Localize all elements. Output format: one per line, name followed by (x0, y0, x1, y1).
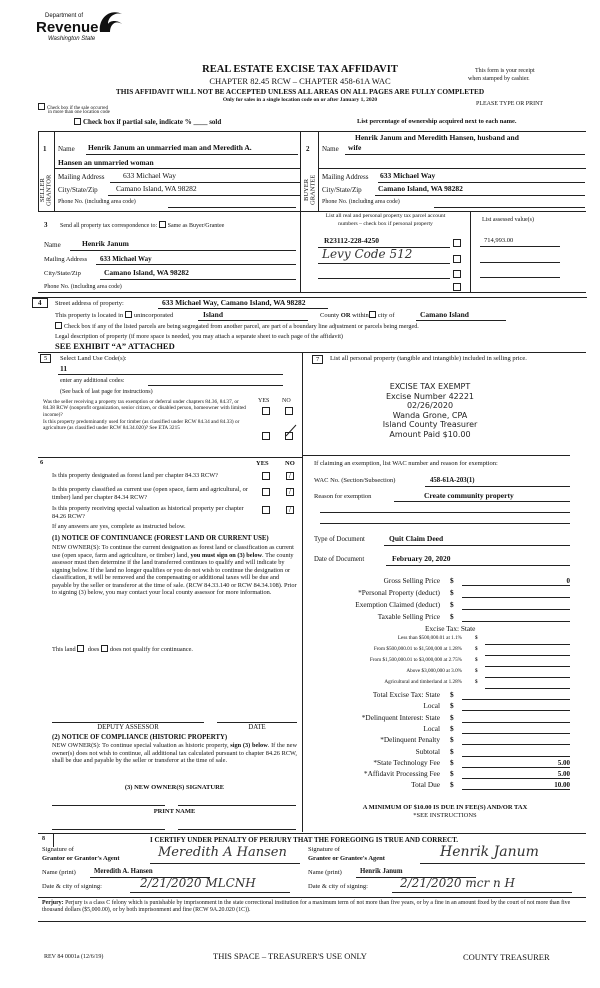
tax-row-value[interactable] (462, 748, 570, 757)
stamp-line: Wanda Grone, CPA (392, 410, 468, 420)
form-title: REAL ESTATE EXCISE TAX AFFIDAVIT (202, 64, 398, 75)
stamp-line: Amount Paid $10.00 (389, 429, 471, 439)
tax-row-label: *Delinquent Interest: State (361, 712, 440, 722)
segregated-checkbox[interactable] (55, 322, 419, 330)
s6-yes: YES (256, 460, 269, 467)
s3-name-label: Name (44, 241, 61, 249)
county-label: County (320, 312, 340, 319)
s3-city[interactable]: Camano Island, WA 98282 (104, 268, 189, 277)
treasurer-use-only: THIS SPACE – TREASURER'S USE ONLY (213, 951, 367, 961)
seller-address[interactable]: 633 Michael Way (123, 171, 176, 180)
form-number: REV 84 0001a (12/6/19) (44, 954, 104, 960)
tax-row-label: From $1,500,000.01 to $3,000,000 at 2.75% (369, 657, 462, 663)
notice1-title: (1) NOTICE OF CONTINUANCE (FOREST LAND OR CURRENT USE) (52, 535, 269, 542)
section4-num: 4 (32, 298, 48, 308)
county-or-row (320, 311, 395, 319)
does-not-label: does not qualify for continuance. (109, 646, 193, 653)
buyer-city[interactable]: Camano Island, WA 98282 (378, 184, 463, 193)
grantor-signature[interactable]: Meredith A Hansen (158, 845, 287, 860)
logo-line2: Revenue (36, 19, 99, 36)
tax-row-label: Local (423, 701, 440, 711)
perjury-label: Perjury: (42, 900, 64, 906)
s6-q1-no-checkbox[interactable]: / (286, 472, 294, 480)
notice2-title: (2) NOTICE OF COMPLIANCE (HISTORIC PROPERTY) (52, 734, 228, 741)
print-name: PRINT NAME (153, 808, 196, 815)
currency-symbol: $ (450, 735, 454, 745)
grantee-date[interactable]: 2/21/2020 mcr n H (400, 876, 516, 890)
does-checkbox[interactable] (77, 645, 84, 652)
seller-name-2[interactable]: Hansen an unmarried woman (58, 158, 154, 167)
city[interactable]: Camano Island (420, 310, 469, 319)
doc-type-label: Type of Document (314, 536, 365, 543)
buyer-address[interactable]: 633 Michael Way (380, 171, 436, 180)
s6-q3-yes-checkbox[interactable] (262, 506, 270, 514)
tax-row-label: From $500,000.01 to $1,500,000 at 1.28% (373, 646, 462, 652)
exempt-stamp (330, 382, 530, 440)
s5-yes: YES (258, 398, 270, 404)
exemption-reason[interactable]: Create community property (424, 491, 514, 500)
county[interactable]: Island (203, 310, 224, 319)
does-not-checkbox[interactable] (101, 645, 108, 652)
only-for: Only for sales in a single location code on or after January 1, 2020 (222, 97, 378, 103)
currency-symbol: $ (475, 635, 478, 641)
buyer-name-1[interactable]: Henrik Janum and Meredith Hansen, husband and (355, 133, 519, 142)
s3-phone-label: Phone No. (including area code) (44, 284, 122, 290)
excise-tax-state-label: Excise Tax: State (425, 624, 476, 633)
continuance-row (52, 645, 193, 653)
grantee-name-label: Name (print) (308, 869, 342, 876)
minimum-due: A MINIMUM OF $10.00 IS DUE IN FEE(S) AND/OR TAX (362, 804, 528, 811)
grantor-name[interactable]: Meredith A. Hansen (94, 868, 153, 875)
s5-q1: Was the seller receiving a property tax exemption or deferral under chapters 84.36, 84.37, or 84.38 RCW (nonprofit organization, senior citizen, or disabled person, homeowner with limited income)? (43, 399, 246, 418)
same-as-buyer-checkbox[interactable] (159, 221, 166, 228)
tax-row-value[interactable] (462, 613, 570, 622)
stamp-line: 02/26/2020 (406, 401, 454, 411)
segregated-label: Check box if any of the listed parcels are being segregated from another parcel, are part of a boundary line adjustment or parcels being merged. (64, 323, 419, 330)
personal-property-checkbox-1[interactable] (453, 239, 461, 247)
stamp-line: EXCISE TAX EXEMPT (389, 382, 471, 391)
personal-property-label: List all personal property (tangible and intangible) included in selling price. (330, 355, 527, 362)
street-label: Street address of property: (55, 300, 124, 307)
additional-codes-label: enter any additional codes: (60, 378, 125, 384)
parcel-2-handwritten[interactable]: Levy Code 512 (322, 247, 413, 261)
s5-q2-yes-checkbox[interactable] (262, 432, 270, 440)
legal-label: Legal description of property (if more space is needed, you may attach a separate sheet to each page of the affidavit) (55, 333, 343, 340)
tax-row-value[interactable] (462, 736, 570, 745)
personal-property-checkbox-2[interactable] (453, 255, 461, 263)
assessed-header: List assessed value(s) (482, 217, 534, 223)
grantor-agent-label: Grantor or Grantor's Agent (42, 855, 120, 862)
new-owner-signature: (3) NEW OWNER(S) SIGNATURE (124, 784, 225, 791)
s6-q3: Is this property receiving special valuation as historical property per chapter 84.26 RCW? (52, 505, 244, 520)
tax-row-value[interactable] (485, 669, 570, 678)
tax-row-value[interactable]: 10.00 (462, 781, 570, 790)
notice1-b: . The county assessor must then determine if the land transferred continues to qualify and will indicate by signing below. If the land no longer qualifies or you do not wish to continue the designation or classification, it will be removed and the compensating or additional taxes will be due and payable by the seller or transferor at the time of sale. (RCW 84.33.140 or RCW 84.34.108). Prior to signing (3) below, you may contact your local county assessor for more information. (52, 551, 297, 597)
s6-q2: Is this property classified as current use (open space, farm and agricultural, or timber) land per chapter 84.34 RCW? (52, 486, 248, 501)
same-as-buyer-label: Same as Buyer/Grantee (167, 223, 225, 229)
reason-label: Reason for exemption (314, 493, 372, 500)
tax-row-value[interactable] (462, 691, 570, 700)
checkmark-icon (284, 424, 298, 438)
unincorporated-checkbox[interactable] (125, 311, 132, 318)
currency-symbol: $ (450, 690, 454, 699)
notice2-a: NEW OWNER(S): To continue special valuation as historic property, (52, 742, 229, 749)
currency-symbol: $ (450, 769, 454, 779)
s5-q1-no-checkbox[interactable] (285, 407, 293, 415)
tax-row-value[interactable] (485, 636, 570, 645)
grantee-signature[interactable]: Henrik Janum (440, 844, 539, 860)
s6-q2-no-checkbox[interactable]: / (286, 488, 294, 496)
s6-q1: Is this property designated as forest land per chapter 84.33 RCW? (52, 472, 218, 479)
tax-row-value[interactable]: 0 (462, 577, 570, 586)
personal-property-checkbox-4[interactable] (453, 283, 461, 291)
s3-address[interactable]: 633 Michael Way (100, 255, 152, 263)
chapter: CHAPTER 82.45 RCW – CHAPTER 458-61A WAC (209, 76, 391, 86)
tax-row-label: Local (423, 723, 440, 733)
located-row (55, 311, 173, 319)
section3-num: 3 (44, 221, 48, 229)
logo-line1: Department of (45, 13, 84, 19)
receipt-2: when stamped by cashier. (468, 76, 530, 82)
tax-row-value[interactable]: 5.00 (462, 770, 570, 779)
notice2-bold: sign (3) below (230, 742, 268, 749)
s5-no: NO (282, 398, 291, 404)
doc-type[interactable]: Quit Claim Deed (389, 534, 444, 543)
stamp-line: Excise Number 42221 (385, 391, 475, 401)
seller-phone-label: Phone No. (including area code) (58, 199, 136, 205)
wac-label: WAC No. (Section/Subsection) (314, 477, 396, 484)
tax-row-value[interactable] (462, 601, 570, 610)
personal-property-checkbox-3[interactable] (453, 270, 461, 278)
partial-sale-label: Check box if partial sale, indicate % (83, 118, 192, 126)
unincorporated-label: unincorporated (133, 312, 174, 319)
grantee-sig-of: Signature of (308, 846, 340, 853)
notice1-text (52, 544, 297, 597)
tax-row-value[interactable] (462, 725, 570, 734)
buyer-phone-label: Phone No. (including area code) (322, 199, 400, 205)
tax-row-label: *Personal Property (deduct) (358, 588, 440, 597)
exhibit[interactable]: SEE EXHIBIT “A” ATTACHED (55, 341, 175, 351)
exemption-label: If claiming an exemption, list WAC number and reason for exemption: (314, 460, 498, 467)
deputy-assessor: DEPUTY ASSESSOR (97, 724, 159, 731)
city-checkbox[interactable] (369, 311, 376, 318)
percentage-note: List percentage of ownership acquired next to each name. (357, 118, 517, 125)
city-of-label: city of (377, 312, 395, 319)
section5-num: 5 (40, 354, 51, 363)
s6-q2-yes-checkbox[interactable] (262, 488, 270, 496)
seller-city[interactable]: Camano Island, WA 98282 (116, 184, 197, 193)
grantor-date-label: Date & city of signing: (42, 883, 102, 890)
currency-symbol: $ (450, 588, 454, 597)
multi-location-label: Check box if the sale occurred (47, 106, 108, 111)
currency-symbol: $ (475, 657, 478, 663)
tax-row-value[interactable] (485, 647, 570, 656)
grantor-date[interactable]: 2/21/2020 MLCNH (140, 876, 256, 890)
buyer-name-label: Name (322, 145, 339, 153)
grantee-agent-label: Grantee or Grantee's Agent (308, 855, 385, 862)
warning: THIS AFFIDAVIT WILL NOT BE ACCEPTED UNLESS ALL AREAS ON ALL PAGES ARE FULLY COMPLETED (115, 87, 485, 96)
s3-name[interactable]: Henrik Janum (82, 239, 129, 248)
currency-symbol: $ (450, 600, 454, 609)
type-or-print: PLEASE TYPE OR PRINT (476, 101, 544, 107)
county-treasurer: COUNTY TREASURER (463, 952, 550, 962)
see-back: (See back of last page for instructions) (60, 389, 153, 395)
currency-symbol: $ (450, 757, 454, 767)
s5-q2: Is this property predominantly used for timber (as classified under RCW 84.34 and 84.33) or agriculture (as classified under RCW 84.34.020)? See ETA 3215 (43, 419, 240, 432)
tax-row-label: Gross Selling Price (383, 576, 440, 585)
within-label: within (352, 312, 369, 319)
parcels-header-2: numbers – check box if personal property (338, 221, 433, 227)
seller-name-1[interactable]: Henrik Janum an unmarried man and Meredith A. (88, 143, 252, 152)
notice1-bold: you must sign on (3) below (190, 551, 263, 559)
section6-num: 6 (40, 459, 44, 466)
stamp-line: Island County Treasurer (382, 420, 478, 430)
grantor-name-label: Name (print) (42, 869, 76, 876)
seller-address-label: Mailing Address (58, 173, 105, 181)
tax-row-label: Total Due (411, 780, 440, 790)
wac-number[interactable]: 458-61A-203(1) (430, 477, 475, 484)
tax-row-value[interactable] (485, 658, 570, 667)
or-label: OR (340, 312, 351, 319)
see-instructions: *SEE INSTRUCTIONS (413, 812, 477, 819)
receipt-1: This form is your receipt (475, 68, 535, 74)
currency-symbol: $ (450, 712, 454, 722)
seller-side-label: SELLER GRANTOR (39, 174, 53, 206)
seller-name-label: Name (58, 145, 75, 153)
parcels-header-1: List all real and personal property tax parcel account (325, 213, 446, 219)
currency-symbol: $ (475, 668, 478, 674)
perjury-text (42, 900, 587, 914)
notice2-text (52, 742, 297, 765)
partial-sold-label: sold (209, 118, 222, 126)
s6-q3-no-checkbox[interactable]: / (286, 506, 294, 514)
tax-row-label: Taxable Selling Price (377, 612, 440, 621)
buyer-num: 2 (306, 145, 310, 153)
deputy-date: DATE (248, 724, 266, 731)
this-land-label: This land (52, 646, 76, 653)
partial-sale-checkbox[interactable]: Check box if partial sale, indicate % ____ sold (74, 118, 221, 126)
buyer-city-label: City/State/Zip (322, 186, 362, 194)
s5-q1-yes-checkbox[interactable] (262, 407, 270, 415)
currency-symbol: $ (475, 646, 478, 652)
tax-row-label: Above $3,000,000 at 3.0% (406, 668, 462, 674)
currency-symbol: $ (450, 780, 454, 790)
tax-row-label: *Delinquent Penalty (380, 735, 440, 745)
grantee-name[interactable]: Henrik Janum (360, 868, 403, 875)
tax-row-label: *State Technology Fee (373, 757, 440, 767)
grantor-sig-of: Signature of (42, 846, 74, 853)
section7-num: 7 (312, 355, 323, 364)
land-use-label: Select Land Use Code(s): (60, 355, 127, 362)
buyer-address-label: Mailing Address (322, 173, 369, 181)
tax-row-value[interactable] (485, 680, 570, 689)
s3-city-label: City/State/Zip (44, 270, 81, 277)
logo-line3: Washington State (48, 36, 96, 42)
currency-symbol: $ (450, 701, 454, 711)
tax-row-value[interactable]: 5.00 (462, 759, 570, 768)
certify: I CERTIFY UNDER PENALTY OF PERJURY THAT THE FOREGOING IS TRUE AND CORRECT. (150, 836, 459, 844)
doc-date[interactable]: February 20, 2020 (392, 554, 451, 563)
does-label: does (87, 646, 100, 653)
grantee-date-label: Date & city of signing: (308, 883, 368, 890)
buyer-side-label: BUYER GRANTEE (303, 174, 317, 206)
buyer-name-2[interactable]: wife (348, 143, 362, 152)
tax-row-value[interactable] (462, 714, 570, 723)
perjury-body: Perjury is a class C felony which is punishable by imprisonment in the state correctional institution for a maximum term of not more than five years, or by a fine in an amount fixed by the court of not more than five thousand dollars ($5,000.00), or by both imprisonment and fine (RCW 9A.20.020 (1C)). (42, 900, 571, 914)
currency-symbol: $ (450, 612, 454, 621)
s3-address-label: Mailing Address (44, 256, 88, 263)
doc-date-label: Date of Document (314, 556, 365, 563)
tax-row-label: Agricultural and timberland at 1.28% (384, 679, 462, 685)
parcel-1[interactable]: R23112-228-4250 (324, 236, 379, 245)
currency-symbol: $ (475, 679, 478, 685)
tax-row-label: Subtotal (415, 746, 440, 756)
tax-row-value[interactable] (462, 702, 570, 711)
notice2-b: . If the new owner(s) does not wish to continue, all additional tax calculated pursuant to chapter 84.26 RCW, shall be due and payable by the seller or transferor at the time of sale. (52, 742, 297, 765)
section3-label: Send all property tax correspondence to: Same as Buyer/Grantee (60, 223, 225, 229)
located-label: This property is located in (55, 312, 124, 319)
seller-num: 1 (43, 145, 47, 153)
seller-city-label: City/State/Zip (58, 186, 98, 194)
section8-num: 8 (42, 836, 45, 842)
currency-symbol: $ (450, 746, 454, 756)
notice1-a: NEW OWNER(S): To continue the current designation as forest land or classification as current use (open space, farm and agriculture, or timber) land, (52, 544, 294, 559)
assessed-1[interactable]: 714,993.00 (484, 237, 514, 244)
if-yes: If any answers are yes, complete as instructed below. (52, 523, 186, 530)
logo-swirl-icon (96, 8, 126, 34)
land-use-code[interactable]: 11 (60, 364, 68, 373)
multi-location-label2: in more than one location code (48, 110, 110, 115)
tax-row-value[interactable] (462, 589, 570, 598)
s6-q1-yes-checkbox[interactable] (262, 472, 270, 480)
currency-symbol: $ (450, 723, 454, 733)
tax-row-label: Exemption Claimed (deduct) (355, 600, 440, 609)
tax-row-label: *Affidavit Processing Fee (363, 769, 440, 779)
tax-row-label: Total Excise Tax: State (372, 690, 440, 699)
currency-symbol: $ (450, 576, 454, 585)
s6-no: NO (285, 460, 295, 467)
street-address[interactable]: 633 Michael Way, Camano Island, WA 98282 (162, 298, 306, 307)
tax-row-label: Less than $500,000.01 at 1.1% (397, 635, 462, 641)
